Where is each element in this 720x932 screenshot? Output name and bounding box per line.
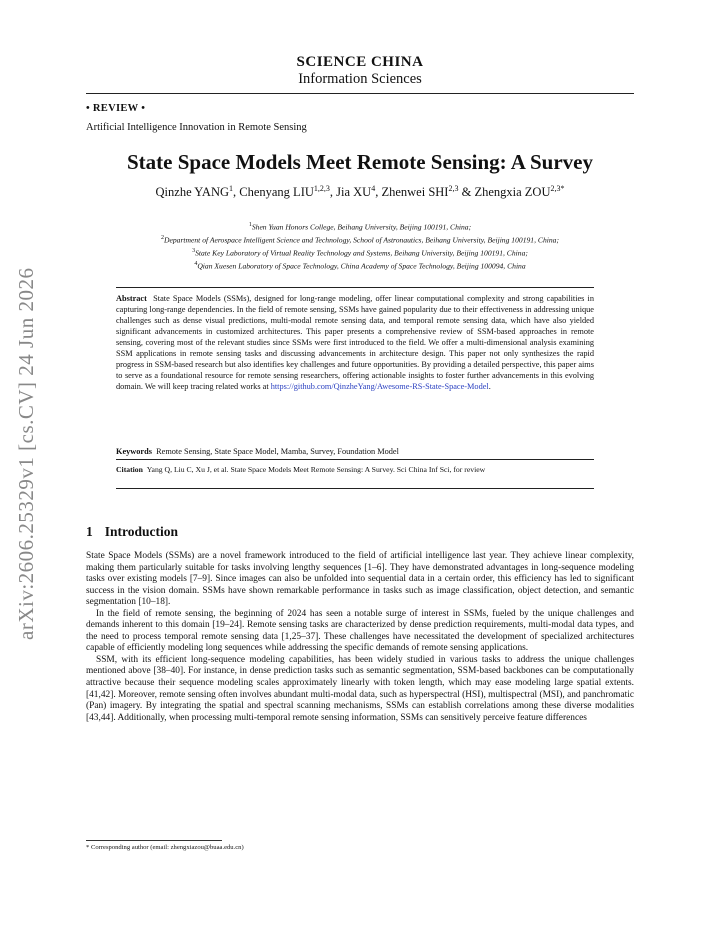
repo-link[interactable]: https://github.com/QinzheYang/Awesome-RS-State-Space-Model xyxy=(270,382,489,391)
body-text xyxy=(86,551,634,724)
keywords-text: Remote Sensing, State Space Model, Mamba, Survey, Foundation Model xyxy=(156,447,399,456)
author-list: Qinzhe YANG$^1$, Chenyang LIU$^{1,2,3}$, Jia $XU^4$, Zhenwei SHI$^{2,3}$ & Zhengxia $ZOU^{2,3*}$ xyxy=(155,184,565,200)
arxiv-side-stamp: arXiv:2606.25329v1 [cs.CV] 24 Jun 2026 xyxy=(14,267,38,640)
abstract-top-rule xyxy=(116,287,594,288)
paragraph: State Space Models (SSMs) are a novel framework introduced to the field of artificial intelligence last year. They achieve linear complexity, making them particularly suitable for tasks involving lengthy sequences [1–6]. They have demonstrated advantages in long-sequence modeling tasks over existing models [7–9]. Since images can also be unfolded into sequential data in a certain order, this efficiency has led to significant success in the vision domain. SSMs have shown remarkable performance in tasks such as image classification, object detection, and semantic segmentation [10–18]. xyxy=(86,551,634,608)
journal-subtitle: Information Sciences xyxy=(298,71,422,87)
footnote-rule xyxy=(86,840,222,841)
citation xyxy=(116,465,594,475)
footnote: * Corresponding author (email: zhengxiazou@buaa.edu.cn) xyxy=(86,844,244,851)
abstract: Abstract State Space Models (SSMs), designed for long-range modeling, offer linear computational complexity and strong capabilities in capturing long-range dependencies. In the field of remote sensing, SSMs have gained popularity due to their effectiveness in addressing unique challenges such as dense visual predictions, multi-modal remote sensing data, and temporal remote sensing data, which have also yielded significant advancements in customized architectures. This paper presents a comprehensive review of SSM-based approaches in remote sensing, covering most of the relevant studies since SSMs were first introduced to the field. We offer a multi-dimensional analysis examining SSM applications in remote sensing tasks and discussing advancements in architecture design. This paper not only synthesizes the rapid progress in SSM-based research but also identifies key challenges and future opportunities. By providing a detailed perspective, this paper aims to serve as a foundational resource for remote sensing researchers, offering actionable insights to foster further advancements in this evolving domain. We will keep tracing related works at https://github.com/QinzheYang/Awesome-RS-State-Space-Model. xyxy=(116,294,595,391)
affiliation-line: $^1$Shen Yuan Honors College, Beihang University, Beijing 100191, China; xyxy=(248,222,472,232)
journal-name: SCIENCE CHINA xyxy=(296,54,424,70)
author-affil-sup: 4 xyxy=(371,184,376,193)
citation-label: Citation xyxy=(116,465,143,474)
keywords-label: Keywords xyxy=(116,447,152,456)
header-rule xyxy=(86,93,634,94)
affiliation-line: $^3$State Key Laboratory of Virtual Reality Technology and Systems, Beihang University, Beijing 100191, China; xyxy=(192,248,528,258)
citation-text: Yang Q, Liu C, Xu J, et al. State Space Models Meet Remote Sensing: A Survey. Sci China Inf Sci, for review xyxy=(146,465,486,474)
author-affil-sup: 1 xyxy=(229,184,233,193)
paragraph: In the field of remote sensing, the beginning of 2024 has seen a notable surge of interest in SSMs, fueled by the unique challenges and demands inherent to this domain [19–24]. Remote sensing tasks are characterized by dense prediction requirements, multi-modal data types, and the need to process temporal remote sensing data [1,25–37]. These challenges have necessitated the development of specialized architectures capable of efficiently modeling long sequences while addressing the specific demands of remote sensing applications. xyxy=(86,608,634,654)
affiliation-line: $^2$Department of Aerospace Intelligent Science and Technology, School of Astronautics, Beihang University, Beijing 100191, China; xyxy=(161,235,559,245)
author-affil-sup: 2,3* xyxy=(550,184,565,193)
abstract-text: State Space Models (SSMs), designed for long-range modeling, offer linear computational complexity and strong capabilities in capturing long-range dependencies. In the field of remote sensing, SSMs have gained popularity due to their effectiveness in addressing unique challenges such as dense visual predictions, multi-modal remote sensing data, and temporal remote sensing data, which have also yielded significant advancements in customized architectures. This paper presents a comprehensive review of SSM-based approaches in remote sensing, covering most of the relevant studies since SSMs were first introduced to the field. We offer a multi-dimensional analysis examining SSM applications in remote sensing tasks and discussing advancements in architecture design. This paper not only synthesizes the rapid progress in SSM-based research but also identifies key challenges and future opportunities. By providing a detailed perspective, this paper aims to serve as a foundational resource for remote sensing researchers, offering actionable insights to foster further advancements in this evolving domain. We will keep tracing related works at xyxy=(116,294,595,391)
section-number: 1 xyxy=(86,524,93,539)
article-type: • REVIEW • xyxy=(86,103,146,114)
author-name: Zhengxia ZOU xyxy=(474,185,551,200)
author-affil-sup: 1,2,3 xyxy=(313,184,330,193)
author-name: Zhenwei SHI xyxy=(381,185,449,200)
affiliation-line: $^4$Qian Xuesen Laboratory of Space Technology, China Academy of Space Technology, Beijing 100094, China xyxy=(194,261,526,271)
author-name: Qinzhe YANG xyxy=(155,185,229,200)
section-title: Introduction xyxy=(104,524,179,539)
article-category: Artificial Intelligence Innovation in Remote Sensing xyxy=(86,122,307,133)
paragraph: SSM, with its efficient long-sequence modeling capabilities, has been widely studied in various tasks to address the unique challenges mentioned above [38–40]. For instance, in dense prediction tasks such as semantic segmentation, SSM-based backbones can be computationally attractive because their sequence modeling scales approximately linearly with token length, which may ease modeling large spatial extents. [41,42]. Moreover, remote sensing often involves abundant multi-modal data, such as hyperspectral (HSI), multispectral (MSI), and panchromatic (Pan) imagery. By integrating the spatial and spectral scanning mechanisms, SSMs can establish correlations among these diverse modalities [43,44]. Additionally, when processing multi-temporal remote sensing information, SSMs can sensitively perceive feature differences xyxy=(86,654,634,723)
author-name: Chenyang LIU xyxy=(239,185,314,200)
keywords-rule xyxy=(116,459,594,460)
abstract-label: Abstract xyxy=(116,294,147,303)
abstract-bottom-rule xyxy=(116,488,594,489)
section-heading xyxy=(86,524,178,540)
affiliations xyxy=(60,220,660,272)
paper-title: State Space Models Meet Remote Sensing: A Survey xyxy=(126,150,594,174)
author-affil-sup: 2,3 xyxy=(448,184,459,193)
author-name: Jia XU xyxy=(336,185,372,200)
keywords xyxy=(116,446,594,457)
